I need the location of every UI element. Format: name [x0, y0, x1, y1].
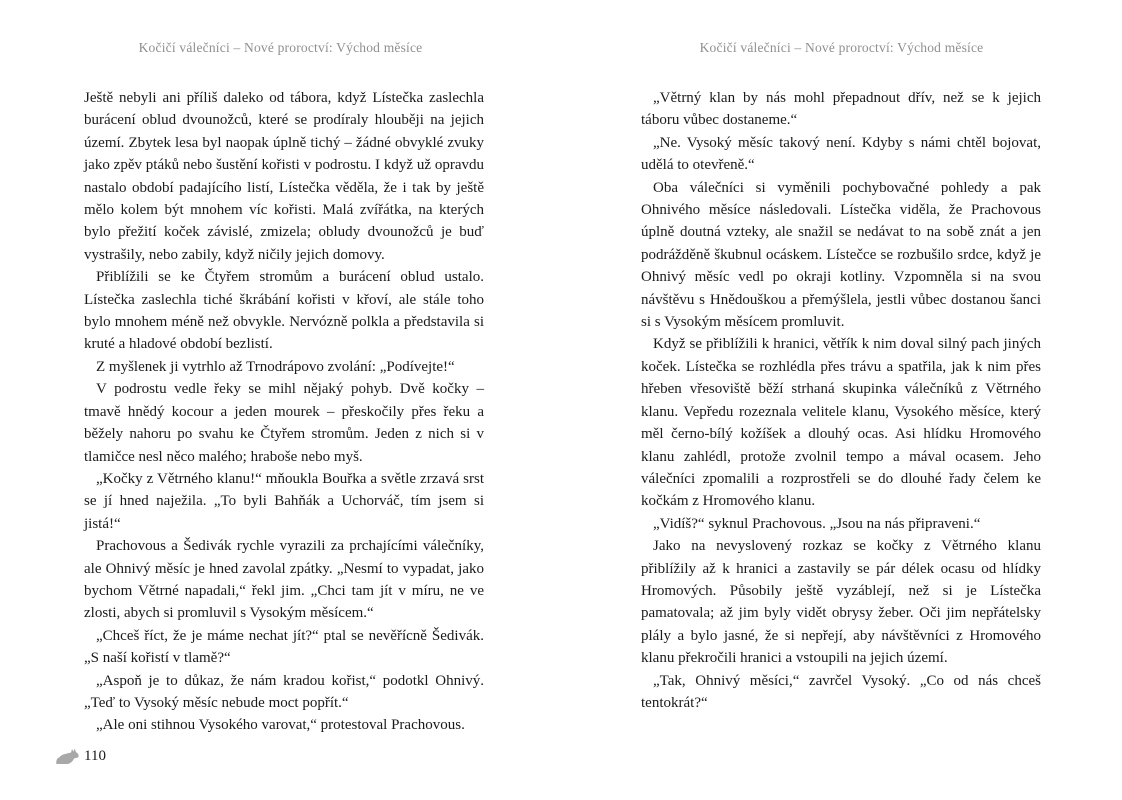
paragraph: Když se přiblížili k hranici, větřík k nim doval silný pach jiných koček. Lístečka se rozhlédla přes trávu a spatřila, jak k nim přes hřeben vřesoviště běží strhaná skupinka válečníků z Větrného klanu. Vepředu rozeznala velitele klanu, Vysokého měsíce, který měl černo-bílý kožíšek a dlouhý ocas. Asi hlídku Hromového klanu zahlédl, protože zvolnil tempo a mával ocasem. Jeho válečníci zpomalili a rozprostřeli se do dlouhé řady čelem ke kočkám z Hromového klanu.: [641, 336, 1041, 510]
paragraph: V podrostu vedle řeky se mihl nějaký pohyb. Dvě kočky – tmavě hnědý kocour a jeden mourek – přeskočily přes řeku a běžely nahoru po svahu ke Čtyřem stromům. Jeden z nich si v tlamičce nesl něco malého; hraboše nebo myš.: [84, 381, 484, 465]
paragraph: Jako na nevyslovený rozkaz se kočky z Větrného klanu přiblížily až k hranici a zastavily se pár délek ocasu od hlídky Hromových. Působily ještě vyzáblejí, než si je Lístečka pamatovala; až jim byly vidět obrysy žeber. Oči jim nepřátelsky plály a bylo jasné, že si nepřejí, aby návštěvníci z Hromového klanu překročili hranici a vstoupili na jejich území.: [641, 538, 1041, 667]
paragraph: „Tak, Ohnivý měsíci,“ zavrčel Vysoký. „Co od nás chceš tentokrát?“: [641, 672, 1041, 711]
paragraph: „Vidíš?“ syknul Prachovous. „Jsou na nás připraveni.“: [653, 515, 981, 532]
paragraph: „Ale oni stihnou Vysokého varovat,“ protestoval Prachovous.: [96, 717, 465, 734]
paragraph: Ještě nebyli ani příliš daleko od tábora, když Lístečka zaslechla burácení oblud dvounožců, které se prodíraly hlouběji na jejich území. Zbytek lesa byl naopak úplně tichý – žádné obvyklé zvuky jako zpěv ptáků nebo šustění kořisti v podrostu. I když už opravdu nastalo období padajícího listí, Lístečka věděla, že i tak by ještě mělo kolem být mnohem víc kořisti. Malá zvířátka, na kterých bylo přežití koček závislé, zmizela; obludy dvounožců je buď vystrašily, nebo zabily, když ničily jejich domovy.: [84, 90, 484, 263]
body-text: [84, 87, 484, 737]
paragraph: Oba válečníci si vyměnili pochybovačné pohledy a pak Ohnivého měsíce následovali. Lístečka viděla, že Prachovous úplně doutná vzteky, ale snažil se nedávat to na sobě znát a jen podrážděně škubnul ocáskem. Lístečce se rozbušilo srdce, když je Ohnivý měsíc vedl po okraji kotliny. Vzpomněla si na svou návštěvu s Hnědouškou a přemýšlela, jestli vůbec dostanou šanci si s Vysokým měsícem promluvit.: [641, 179, 1041, 331]
paragraph: Prachovous a Šedivák rychle vyrazili za prchajícími válečníky, ale Ohnivý měsíc je hned zavolal zpátky. „Nesmí to vypadat, jako bychom Větrné napadali,“ řekl jim. „Chci tam jít v míru, ne ve zlosti, abych si promluvil s Vysokým měsícem.“: [84, 538, 484, 622]
running-head: Kočičí válečníci – Nové proroctví: Východ měsíce: [138, 40, 423, 55]
paragraph: „Ne. Vysoký měsíc takový není. Kdyby s námi chtěl bojovat, udělá to otevřeně.“: [641, 134, 1041, 174]
paragraph: „Kočky z Větrného klanu!“ mňoukla Bouřka a světle zrzavá srst se jí hned naježila. „To byli Bahňák a Uchorváč, tím jsem si jistá!“: [84, 470, 484, 532]
page-number: 110: [84, 748, 106, 764]
paragraph: „Aspoň je to důkaz, že nám kradou kořist,“ podotkl Ohnivý. „Teď to Vysoký měsíc nebude moct popřít.“: [84, 672, 484, 711]
right-page: [561, 0, 1122, 800]
cat-silhouette-icon: [56, 743, 80, 765]
paragraph: Přiblížili se ke Čtyřem stromům a burácení oblud ustalo. Lístečka zaslechla tiché škrábání kořisti v křoví, ale stále toho bylo mnohem méně než obvykle. Nervózně polkla a představila si kruté a hladové období bezlistí.: [84, 269, 484, 353]
body-text: [641, 87, 1041, 714]
running-head: Kočičí válečníci – Nové proroctví: Východ měsíce: [699, 40, 984, 55]
paragraph: „Chceš říct, že je máme nechat jít?“ ptal se nevěřícně Šedivák. „S naší kořistí v tlamě?“: [84, 627, 484, 667]
folio-area: [56, 735, 106, 765]
paragraph: „Větrný klan by nás mohl přepadnout dřív, než se k jejich táboru vůbec dostaneme.“: [641, 90, 1041, 129]
paragraph: Z myšlenek ji vytrhlo až Trnodrápovo zvolání: „Podívejte!“: [96, 358, 455, 375]
